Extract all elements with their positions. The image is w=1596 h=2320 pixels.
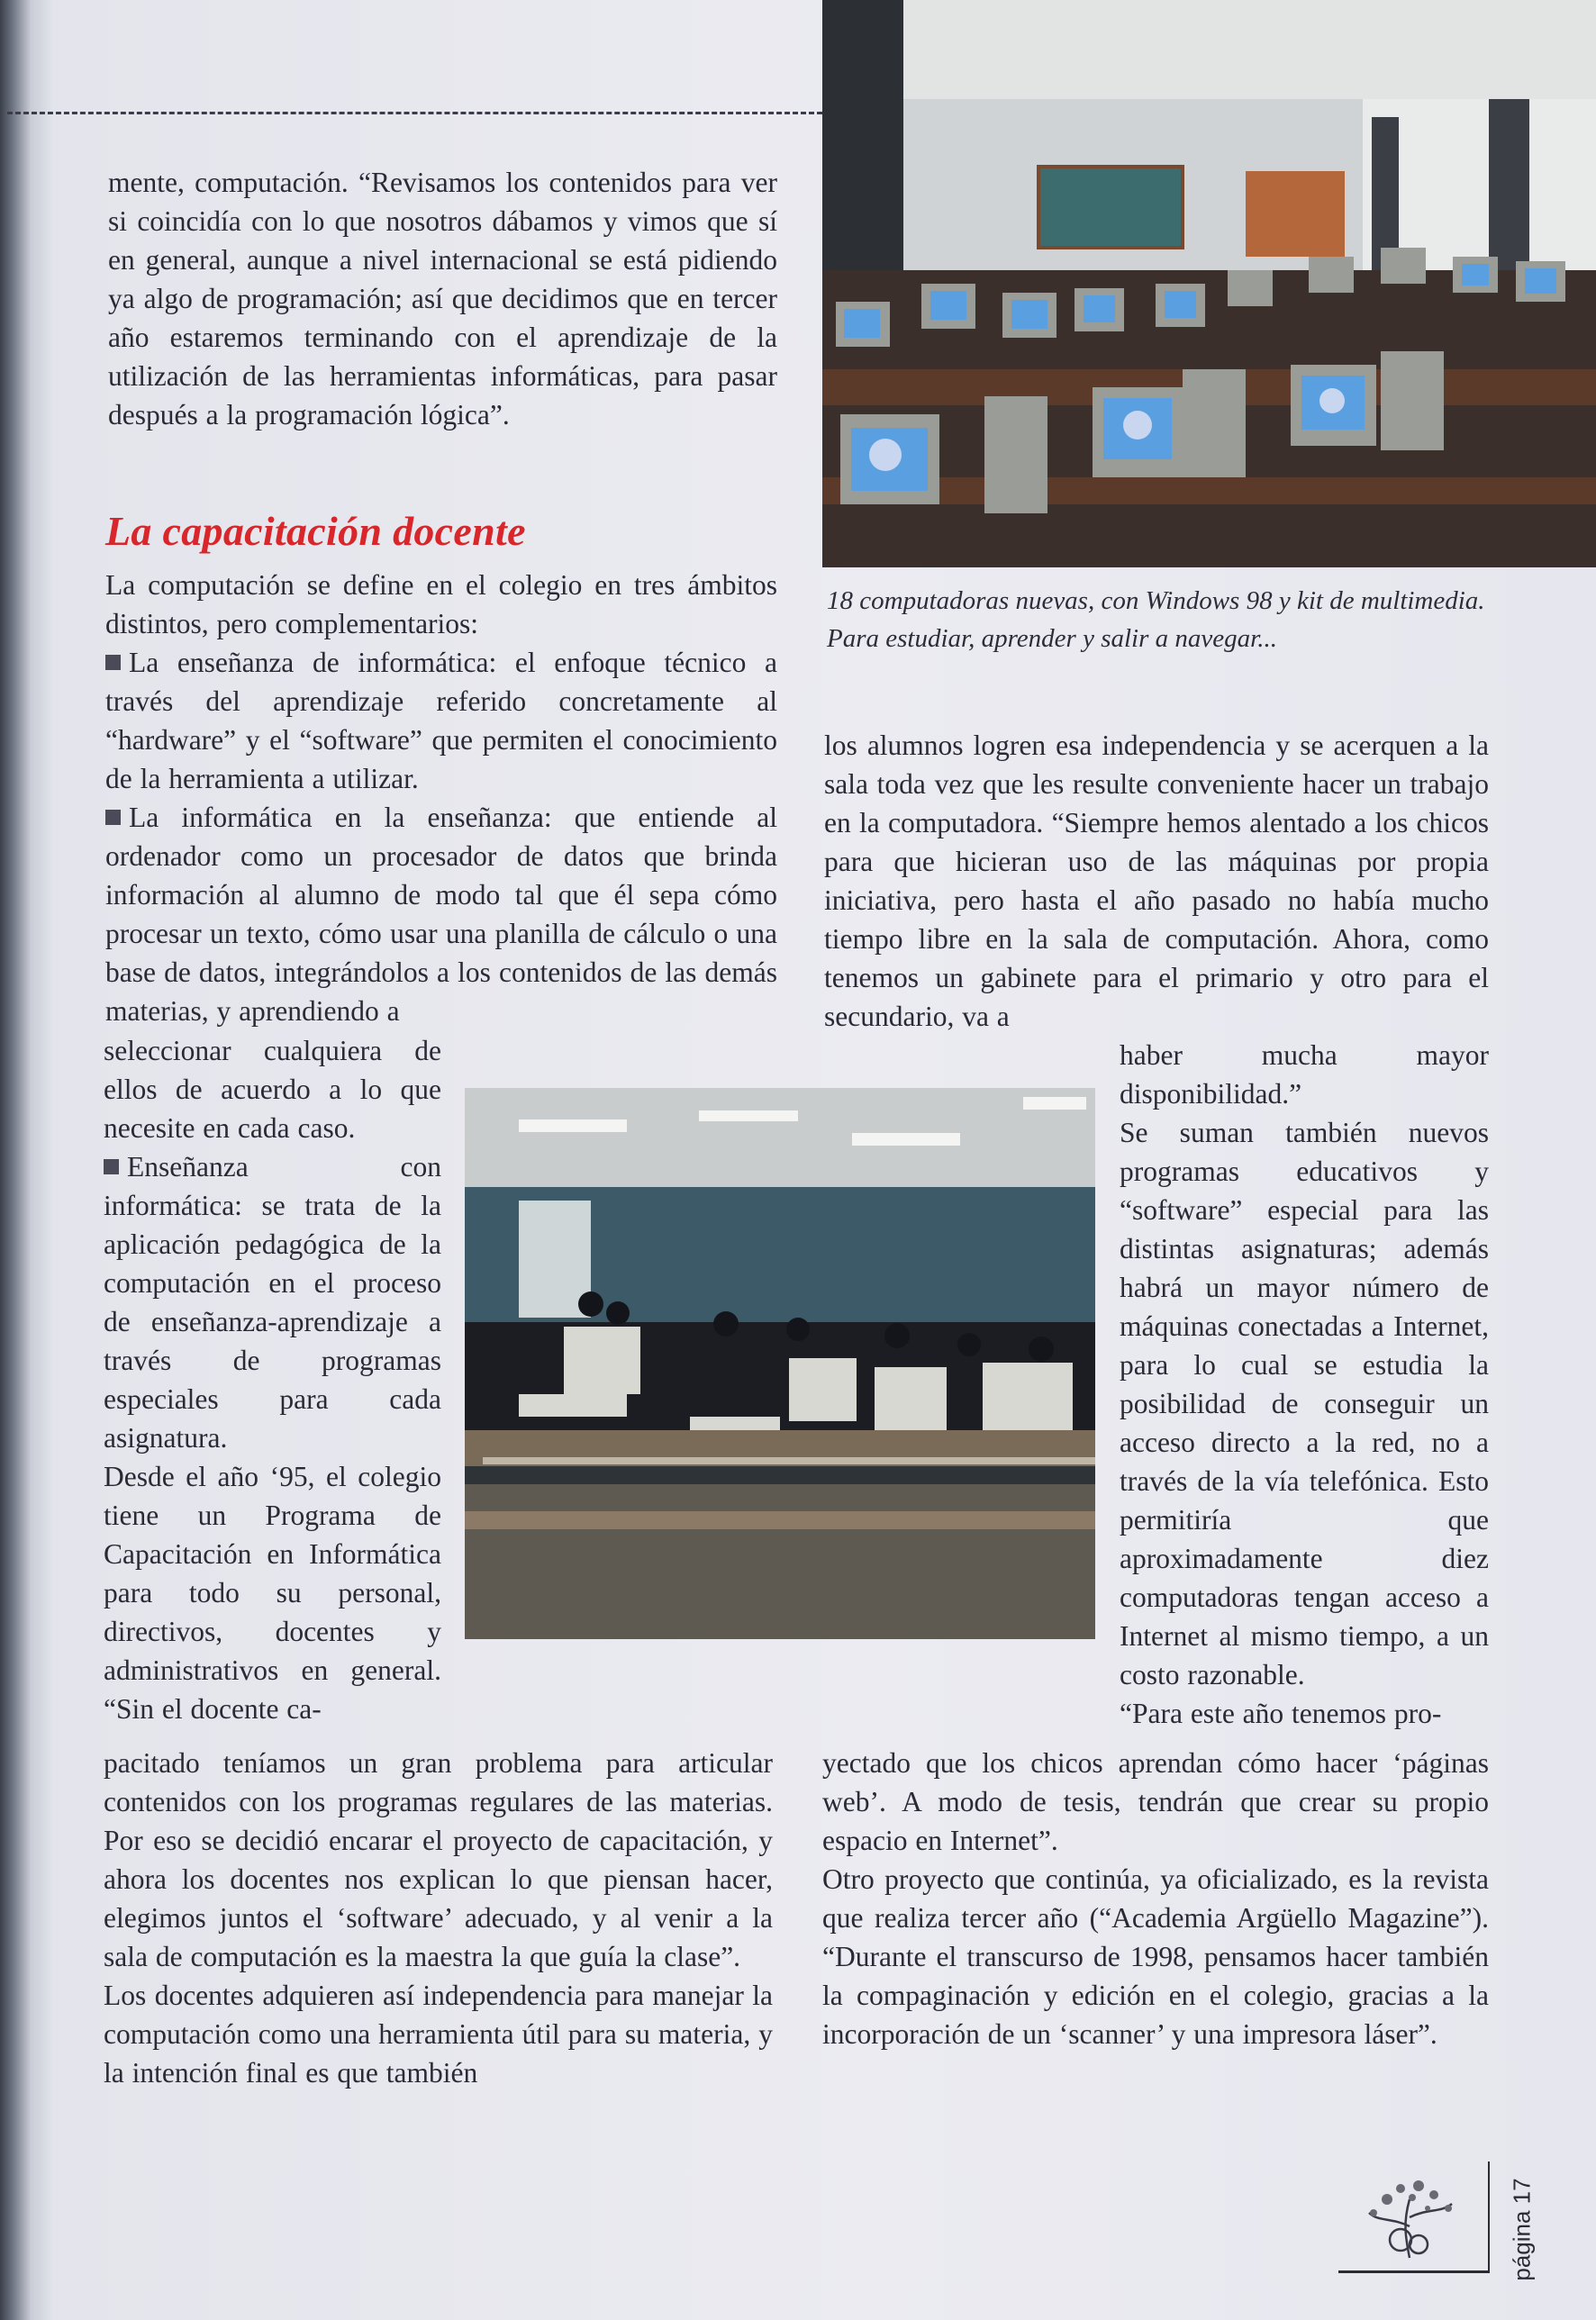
footer-vertical-rule (1488, 2161, 1490, 2273)
left-column-lower: pacitado teníamos un gran problema para articular contenidos con los programas regulares de las materias. Por eso se decidió encarar el proyecto de capacitación, y ahora los docentes nos explican lo que piensan hacer, elegimos juntos el ‘software’ adecuado, y al venir a la sala de computación es la maestra la que guía la clase”. Los docentes adquieren así independencia para manejar la computación como una herramienta útil para su materia, y la intención final es que también (104, 1744, 773, 2092)
intro-paragraph: mente, computación. “Revisamos los contenidos para ver si coincidía con lo que nosotros dábamos y vimos que sí en general, aunque a nivel internacional se está pidiendo ya algo de programación; así que decidimos que en tercer año estaremos terminando con el aprendizaje de la utilización de las herramientas informáticas, para pasar después a la programación lógica”. (108, 167, 777, 430)
right-column-upper: los alumnos logren esa independencia y se acerquen a la sala toda vez que les resulte conveniente hacer un trabajo en la computadora. “Siempre hemos alentado a los chicos para que hicieran uso de las máquinas por propia iniciativa, pero hasta el año pasado no había mucho tiempo libre en la sala de computación. Ahora, como tenemos un gabinete para el primario y otro para el secundario, va a (824, 730, 1489, 1032)
software-paragraph: Se suman también nuevos programas educativos y “software” especial para las distintas asignaturas; además habrá un mayor número de máquinas conectadas a Internet, para lo cual se estudia la posibilidad de conseguir un acceso directo a la red, no a través de la vía telefónica. Esto permitiría que aproximadamente diez computadoras tengan acceso a Internet al mismo tiempo, a un costo razonable. (1120, 1117, 1489, 1690)
capacitacion-paragraph: Desde el año ‘95, el colegio tiene un Programa de Capacitación en Informática para todo su personal, directivos, docentes y administrativos en general. “Sin el docente ca- (104, 1461, 441, 1725)
page-number: página 17 (1508, 2178, 1536, 2281)
square-bullet-icon (105, 810, 121, 825)
top-dashed-rule (7, 112, 822, 114)
bullet-item-2: La informática en la enseñanza: que entiende al ordenador como un procesador de datos que brinda información al alumno de modo tal que él sepa cómo procesar un texto, cómo usar una planilla de cálculo o una base de datos, integrándolos a los contenidos de las demás materias, y aprendiendo a (105, 802, 777, 1027)
bullet-item-3: Enseñanza con informática: se trata de la aplicación pedagógica de la computación en el proceso de enseñanza-aprendizaje a través de programas especiales para cada asignatura. (104, 1151, 441, 1454)
right-column-lower: yectado que los chicos aprendan cómo hacer ‘páginas web’. A modo de tesis, tendrán que crear su propio espacio en Internet”. Otro proyecto que continúa, ya oficializado, es la revista que realiza tercer año (“Academia Argüello Magazine”). “Durante el transcurso de 1998, pensamos hacer también la compaginación y edición en el colegio, gracias a la incorporación de un ‘scanner’ y una impresora láser”. (822, 1744, 1489, 2053)
magazine-paragraph: Otro proyecto que continúa, ya oficializado, es la revista que realiza tercer año (“Academia Argüello Magazine”). “Durante el transcurso de 1998, pensamos hacer también la compaginación y edición en el colegio, gracias a la incorporación de un ‘scanner’ y una impresora láser”. (822, 1863, 1489, 2050)
lab-photo-caption: 18 computadoras nuevas, con Windows 98 y kit de multimedia. Para estudiar, aprender y salir a navegar... (827, 586, 1485, 653)
left-column-upper (105, 566, 777, 1030)
footer-rule (1338, 2270, 1490, 2273)
left-column-narrow: seleccionar cualquiera de ellos de acuerdo a lo que necesite en cada caso. Enseñanza con informática: se trata de la aplicación pedagógica de la computación en el proceso de enseñanza-aprendizaje a través de programas especiales para cada asignatura. Desde el año ‘95, el colegio tiene un Programa de Capacitación en Informática para todo su personal, directivos, docentes y administrativos en general. “Sin el docente ca- (104, 1031, 441, 1728)
section-heading: La capacitación docente (105, 508, 526, 554)
school-logo-icon (1351, 2172, 1468, 2271)
bullet-item-1: La enseñanza de informática: el enfoque técnico a través del aprendizaje referido concretamente al “hardware” y el “software” que permiten el conocimiento de la herramienta a utilizar. (105, 647, 777, 794)
square-bullet-icon (104, 1159, 119, 1174)
square-bullet-icon (105, 655, 121, 670)
students-lab-photo (465, 1088, 1095, 1639)
right-column-narrow: haber mucha mayor disponibilidad.” Se suman también nuevos programas educativos y “software” especial para las distintas asignaturas; además habrá un mayor número de máquinas conectadas a Internet, para lo cual se estudia la posibilidad de conseguir un acceso directo a la red, no a través de la vía telefónica. Esto permitiría que aproximadamente diez computadoras tengan acceso a Internet al mismo tiempo, a un costo razonable. “Para este año tenemos pro- (1120, 1039, 1489, 1729)
independencia-paragraph: Los docentes adquieren así independencia para manejar la computación como una herramienta útil para su materia, y la intención final es que también (104, 1980, 773, 2089)
ambitos-intro: La computación se define en el colegio en tres ámbitos distintos, pero complementarios: (105, 569, 777, 639)
computer-lab-photo (822, 0, 1596, 567)
